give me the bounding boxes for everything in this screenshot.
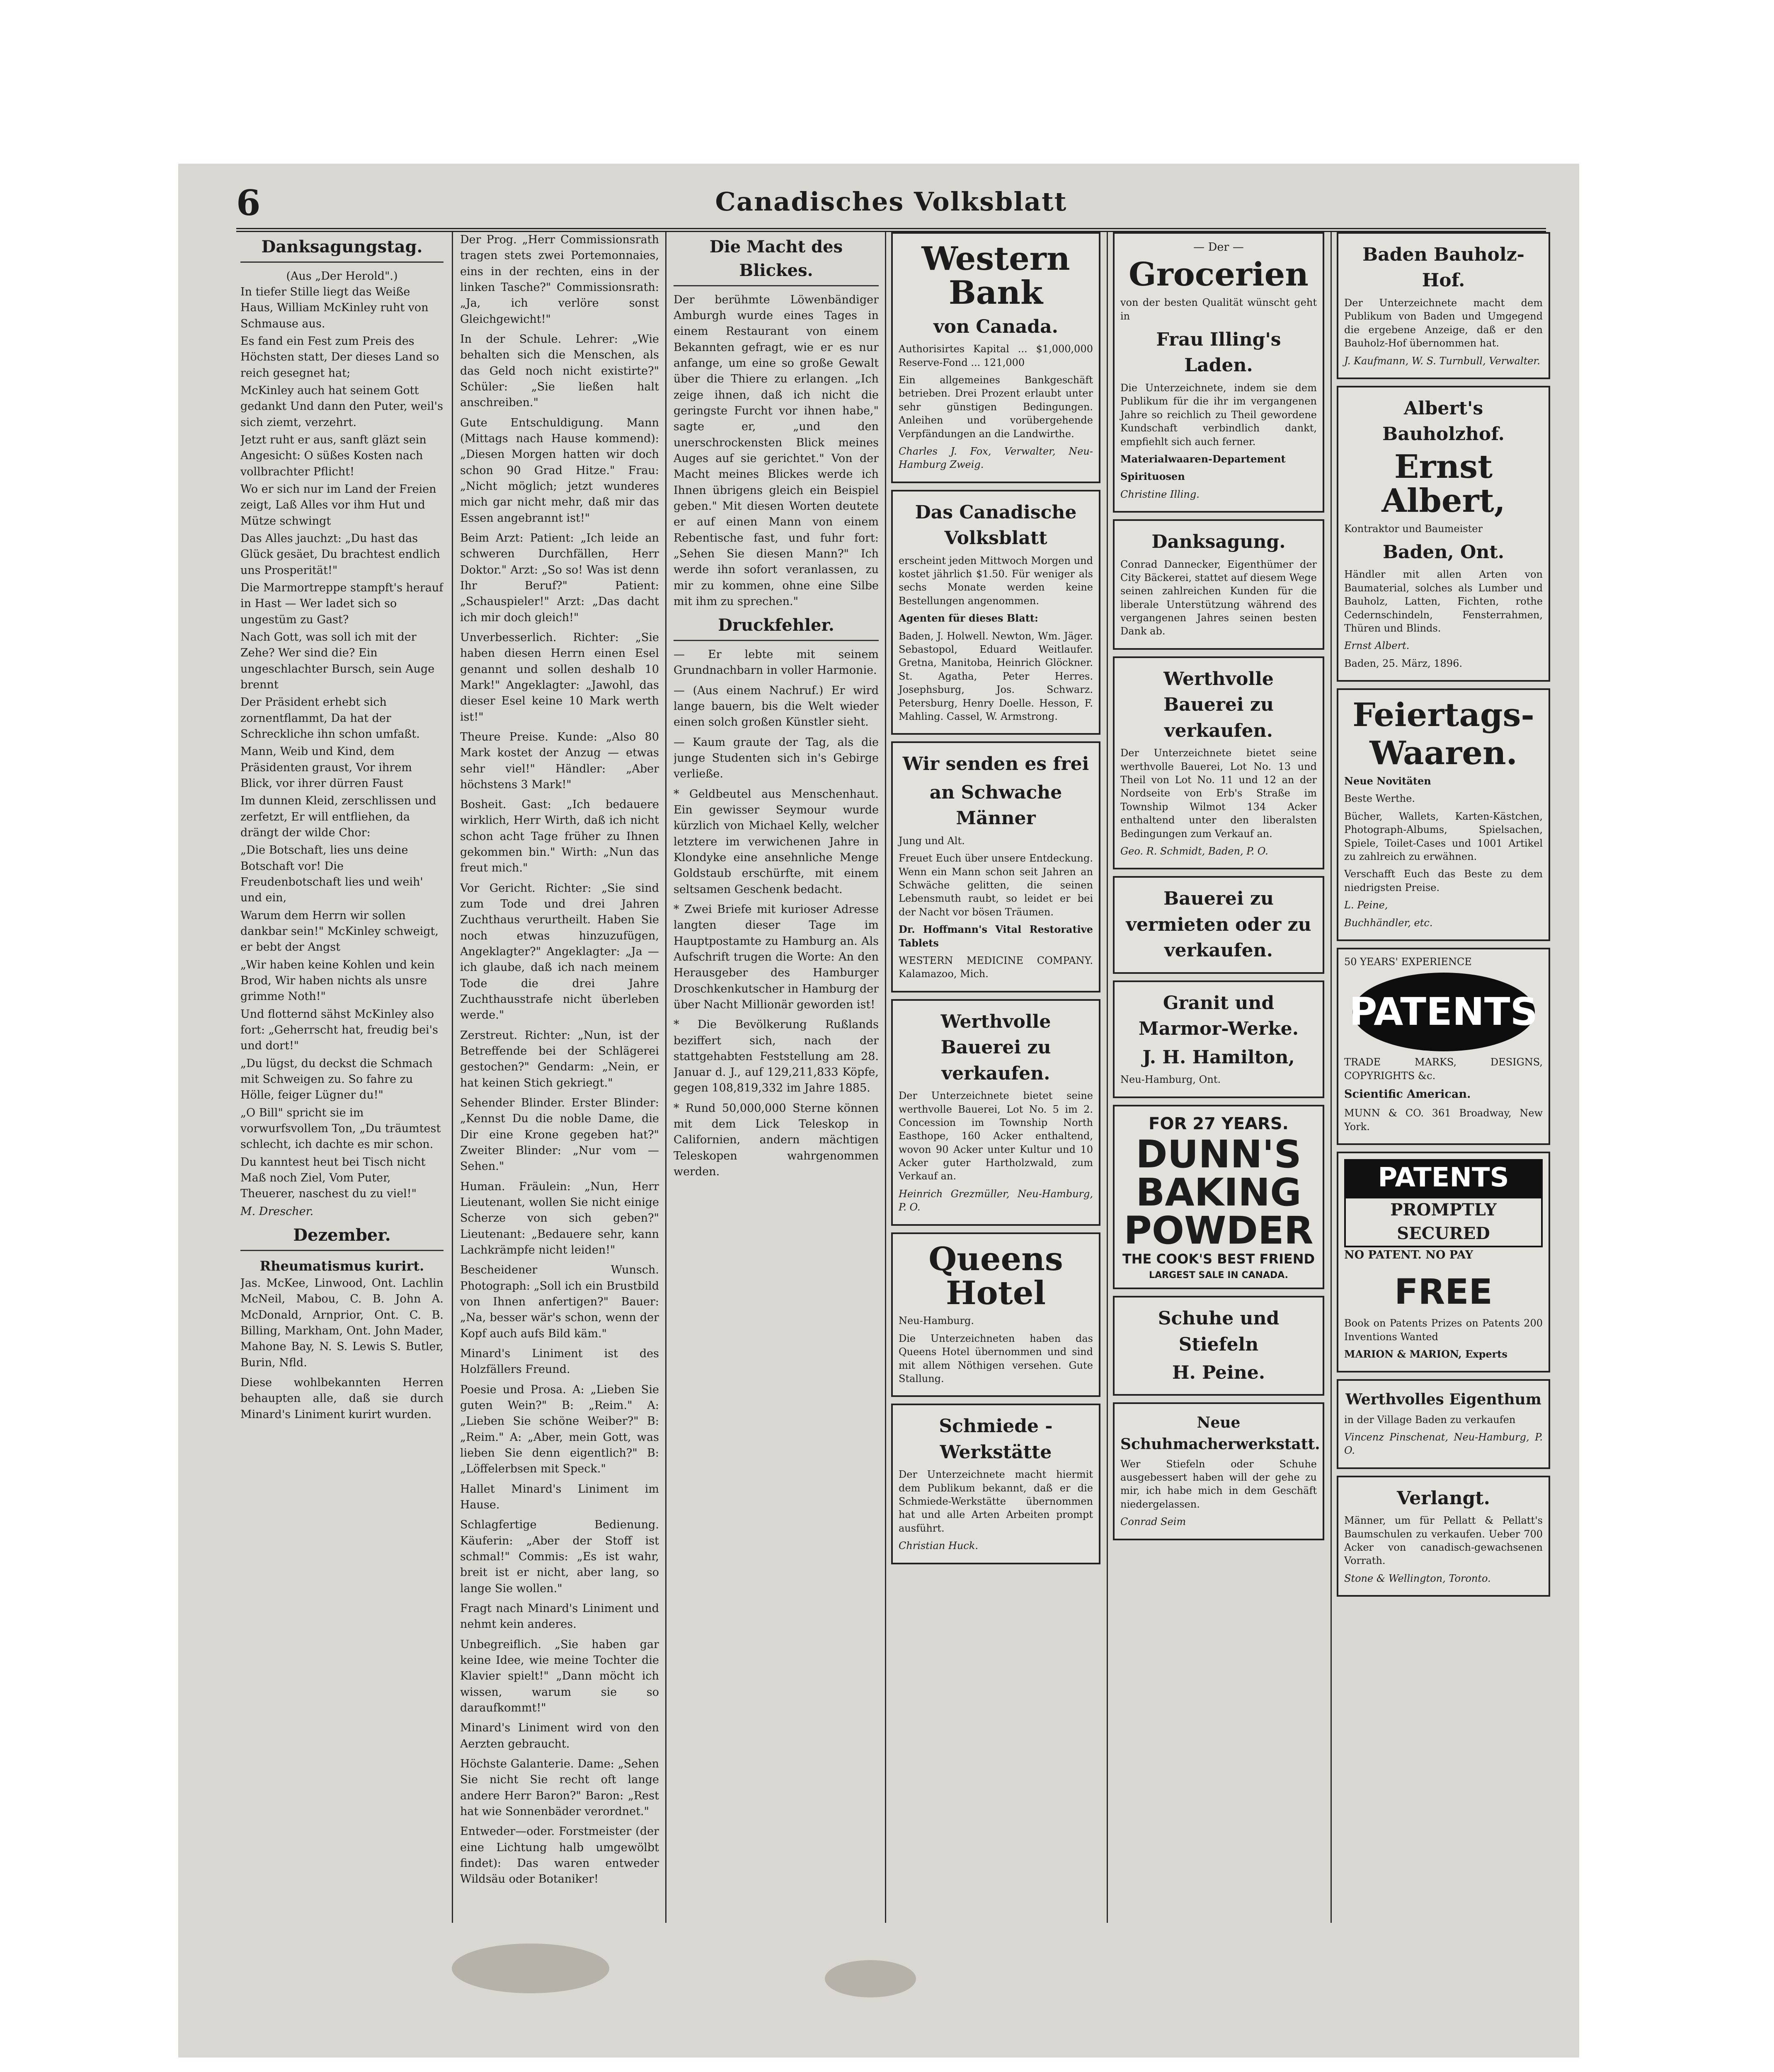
column-1 <box>240 232 444 1923</box>
ad-place: Neu-Hamburg, Ont. <box>1120 1074 1221 1086</box>
anecdote: Human. Fräulein: „Nun, Herr Lieutenant, wollen Sie nicht einige Scherze von sich geben?" Lieutenant: „Bedauere sehr, kann Lachkrämpfe nicht leiden!" <box>460 1180 659 1257</box>
ad-text: Wer Stiefeln oder Schuhe ausgebessert haben will der gehe zu mir, ich habe mich in dem Geschäft niedergelassen. <box>1120 1458 1317 1510</box>
page-number: 6 <box>236 182 261 223</box>
ad-text: Die Unterzeichnete, indem sie dem Publikum für die ihr im vergangenen Jahre so reichlich zu Theil gewordene Kundschaft verbindlich dankt, empfiehlt sich auch ferner. <box>1120 382 1317 448</box>
dunns-baking-powder-ad <box>1113 1105 1324 1289</box>
ad-subtitle: Beste Werthe. <box>1344 793 1415 805</box>
anecdote: Der Prog. „Herr Commissionsrath tragen stets zwei Portemonnaies, eins in der rechten, eins in der linken Tasche?" Commissionsrath: „Ja, ich verlöre sonst Gleichgewicht!" <box>460 233 659 326</box>
column-rule <box>1330 232 1332 1923</box>
ad-subtitle: TRADE MARKS, DESIGNS, COPYRIGHTS &c. <box>1344 1056 1543 1082</box>
poem-stanza: „Die Botschaft, lies uns deine Botschaft vor! Die Freudenbotschaft lies und weih' und ein, <box>240 844 423 905</box>
poem-stanza: „O Bill" spricht sie im vorwurfsvollem Ton, „Du träumtest schlecht, ich dachte es mir schon. <box>240 1106 441 1151</box>
poem-stanza: Und flotternd sähst McKinley also fort: „Geherrscht hat, freudig bei's und dort!" <box>240 1007 438 1053</box>
ad-slogan: LARGEST SALE IN CANADA. <box>1149 1270 1289 1280</box>
ad-title: Danksagung. <box>1151 531 1286 553</box>
ad-title: Feiertags- <box>1352 696 1534 734</box>
danksagung-ad <box>1113 519 1324 650</box>
ad-title: Verlangt. <box>1397 1487 1490 1509</box>
ad-title: Baden Bauholz-Hof. <box>1362 244 1524 291</box>
article-title: Die Macht des Blickes. <box>674 235 879 286</box>
poem-stanza: Es fand ein Fest zum Preis des Höchsten statt, Der dieses Land so reich gesegnet hat; <box>240 335 439 380</box>
ad-owner: H. Peine. <box>1172 1362 1265 1384</box>
section-title: Dezember. <box>240 1224 444 1251</box>
ad-subtitle: Neu-Hamburg. <box>899 1315 974 1327</box>
column-rule <box>452 232 453 1923</box>
ad-signature: Heinrich Grezmüller, Neu-Hamburg, P. O. <box>899 1188 1093 1213</box>
notice: Fragt nach Minard's Liniment und nehmt kein anderes. <box>460 1602 659 1631</box>
ad-text: Jas. McKee, Linwood, Ont. Lachlin McNeil, Mabou, C. B. John A. McDonald, Arnprior, Ont. C. B. Billing, Markham, Ont. John Mader, Mahone Bay, N. S. Lewis S. Butler, Burin, Nfld. <box>240 1277 444 1369</box>
anecdote: Gute Entschuldigung. Mann (Mittags nach Hause kommend): „Diesen Morgen hatten wir doch schon 90 Grad Hitze." Frau: „Nicht möglich; jetzt wunderes mich gar nicht mehr, daß mir das Essen angebrannt ist!" <box>460 416 659 525</box>
schmiede-ad <box>891 1404 1100 1564</box>
article-source: (Aus „Der Herold".) <box>286 269 398 283</box>
ad-free: FREE <box>1394 1271 1493 1312</box>
anecdote: Entweder—oder. Forstmeister (der eine Lichtung halb umgewölbt findet): Das waren entweder Wildsäu oder Botaniker! <box>460 1825 659 1886</box>
schuhe-ad <box>1113 1296 1324 1396</box>
ad-signature: Stone & Wellington, Toronto. <box>1344 1572 1491 1584</box>
ad-text: Der Unterzeichnete macht dem Publikum von Baden und Umgegend die ergebene Anzeige, daß er den Bauholz-Hof übernommen hat. <box>1344 297 1543 349</box>
bauerei-ad <box>891 999 1100 1226</box>
anecdote: Zerstreut. Richter: „Nun, ist der Betreffende bei der Schlägerei gestochen?" Gendarm: „Nein, er hat keinen Stich gekriegt." <box>460 1029 659 1089</box>
masthead: Canadisches Volksblatt <box>715 186 1067 217</box>
ad-signature: Geo. R. Schmidt, Baden, P. O. <box>1120 845 1268 857</box>
ad-title: Werthvolles Eigenthum <box>1345 1391 1541 1409</box>
ad-title: Neue Schuhmacherwerkstatt. <box>1120 1414 1320 1453</box>
ad-title: Albert's Bauholzhof. <box>1382 397 1505 445</box>
ad-subtitle: Kontraktor und Baumeister <box>1344 523 1483 535</box>
column-5 <box>1113 232 1324 1923</box>
bauerei-ad <box>1113 656 1324 870</box>
ad-text: Ein allgemeines Bankgeschäft betrieben. Drei Prozent erlaubt unter sehr günstigen Bedingungen. Anleihen und vorübergehende Verpfändungen an die Landwirthe. <box>899 374 1093 440</box>
ad-subtitle: Agenten für dieses Blatt: <box>899 612 1038 625</box>
ad-title: Queens Hotel <box>928 1240 1063 1312</box>
ad-signature: Christine Illing. <box>1120 488 1200 500</box>
ad-title: Bauerei zu vermieten oder zu verkaufen. <box>1126 888 1311 961</box>
queens-hotel-ad <box>891 1232 1100 1397</box>
ad-title: Granit und Marmor-Werke. <box>1138 992 1299 1040</box>
article-title: Danksagungstag. <box>240 235 444 263</box>
ad-text: Freuet Euch über unsere Entdeckung. Wenn ein Mann schon seit Jahren an Schwäche gelitten, die seinen Lebensmuth raubt, so leidet er bei der Nacht vor bösen Träumen. <box>899 852 1093 918</box>
anecdote: In der Schule. Lehrer: „Wie behalten sich die Menschen, als das Geld noch nicht existirte?" Schüler: „Sie ließen halt anschreiben." <box>460 332 659 409</box>
ad-signature: J. Kaufmann, W. S. Turnbull, Verwalter. <box>1344 355 1540 367</box>
column-rule <box>885 232 886 1923</box>
ad-label: — Der — <box>1193 241 1244 254</box>
ad-title: Wir senden es frei <box>902 753 1089 775</box>
ad-signature: Conrad Seim <box>1120 1516 1186 1528</box>
anecdote: Unbegreiflich. „Sie haben gar keine Idee, wie meine Tochter die Klavier spielt!" „Dann möcht ich wissen, warum sie so daraufkommt!" <box>460 1638 659 1714</box>
page-header <box>236 182 1546 232</box>
column-2 <box>460 232 659 1923</box>
page-stain <box>825 1960 916 1997</box>
poem-stanza: „Du lügst, du deckst die Schmach mit Schweigen zu. So fahre zu Hölle, feiger Lügner du!" <box>240 1057 433 1102</box>
ad-text: Diese wohlbekannten Herren behaupten alle, daß sie durch Minard's Liniment kurirt wurden. <box>240 1376 444 1421</box>
ad-title: Das Canadische Volksblatt <box>915 501 1077 549</box>
ad-subtitle: von der besten Qualität wünscht geht in <box>1120 297 1317 322</box>
poem-stanza: Im dunnen Kleid, zerschlissen und zerfetzt, Er will entfliehen, da drängt der wilde Chor: <box>240 794 436 839</box>
ad-text: NO PATENT. NO PAY <box>1344 1248 1473 1261</box>
ad-title: POWDER <box>1124 1208 1314 1253</box>
column-rule <box>665 232 666 1923</box>
ad-text: Händler mit allen Arten von Baumaterial, solches als Lumber und Bauholz, Latten, Fichten, rothe Cedernschindeln, Fensterrahmen, Thüren und Blinds. <box>1344 569 1543 634</box>
poem <box>240 284 444 1202</box>
column-3 <box>674 232 879 1923</box>
poem-stanza: „Wir haben keine Kohlen und kein Brod, Wir haben nichts als unsre grimme Noth!" <box>240 958 435 1003</box>
ad-title: BAKING <box>1136 1170 1301 1215</box>
ad-signature: Vincenz Pinschenat, Neu-Hamburg, P. O. <box>1344 1431 1543 1457</box>
article-body: Der berühmte Löwenbändiger Amburgh wurde eines Tages in einem Restaurant von einem Bekannten gefragt, wie er es nur anfange, um eine so große Gewalt über die Thiere zu erlangen. „Ich zeige ihnen, daß ich nicht die geringste Furcht vor ihnen habe," sagte er, „und den unerschrockensten Blick meines Auges auf sie gerichtet." Von der Macht meines Blickes werde ich Ihnen übrigens gleich ein Beispiel geben." Mit diesen Worten deutete er auf einen Mann von einem Rebentische fast, und fuhr fort: „Sehen Sie diesen Mann?" Ich werde ihn sofort veranlassen, zu mir zu kommen, ohne eine Silbe mit ihm zu sprechen." <box>674 293 879 608</box>
ad-signature: MARION & MARION, Experts <box>1344 1348 1507 1360</box>
anecdote: Bescheidener Wunsch. Photograph: „Soll ich ein Brustbild von Ihnen anfertigen?" Bauer: „Na, besser wär's schon, wenn der Kopf auch aufs Bild käm." <box>460 1264 659 1340</box>
page-stain <box>452 1944 609 1993</box>
feiertags-ad <box>1337 688 1550 941</box>
poem-stanza: Nach Gott, was soll ich mit der Zehe? Wer sind die? Ein ungeschlachter Bursch, sein Auge brennt <box>240 631 435 691</box>
section-title: Druckfehler. <box>674 614 879 641</box>
ad-text: Der Unterzeichnete bietet seine werthvolle Bauerei, Lot No. 5 im 2. Concession im Township North Easthope, 160 Acker enthaltend, wovon 90 Acker unter Kultur und 10 Acker guter Hartholzwald, zum Verkauf an. <box>899 1090 1093 1182</box>
western-bank-ad <box>891 232 1100 483</box>
ad-title: an Schwache Männer <box>929 782 1062 829</box>
poem-stanza: Du kanntest heut bei Tisch nicht Maß noch Ziel, Vom Puter, Theuerer, naschest du zu viel!" <box>240 1155 426 1201</box>
ad-text: Der Unterzeichnete macht hiermit dem Publikum bekannt, daß er die Schmiede-Werkstätte übernommen hat und alle Arten Arbeiten prompt ausführt. <box>899 1469 1093 1534</box>
news-item: * Geldbeutel aus Menschenhaut. Ein gewisser Seymour wurde kürzlich von Michael Kelly, welcher letztere im verwichenen Jahre in Klondyke eine ansehnliche Menge Goldstaub erschürfte, mit einem seltsamen Geschenk bedacht. <box>674 787 879 896</box>
ad-text: Book on Patents Prizes on Patents 200 Inventions Wanted <box>1344 1317 1543 1343</box>
schuhmacher-ad <box>1113 1402 1324 1540</box>
ad-text: erscheint jeden Mittwoch Morgen und kostet jährlich $1.50. Für weniger als sechs Monate werden keine Bestellungen angenommen. <box>899 554 1093 607</box>
ad-address: MUNN & CO. 361 Broadway, New York. <box>1344 1107 1543 1133</box>
ad-title: Werthvolle Bauerei zu verkaufen. <box>940 1011 1051 1084</box>
poem-stanza: Das Alles jauchzt: „Du hast das Glück gesäet, Du brachtest endlich uns Prosperität!" <box>240 532 440 577</box>
anecdote: Beim Arzt: Patient: „Ich leide an schweren Durchfällen, Herr Doktor." Arzt: „So so! Was ist denn Ihr Beruf?" Patient: „Schauspieler!" Arzt: „Das dacht ich mir doch gleich!" <box>460 531 659 624</box>
schwache-maenner-ad <box>891 741 1100 992</box>
ad-title: PATENTS <box>1352 973 1535 1051</box>
bauerei-rent-ad <box>1113 876 1324 973</box>
ad-owner: J. H. Hamilton, <box>1142 1046 1295 1068</box>
ad-store-name: Frau Illing's Laden. <box>1156 329 1281 376</box>
ad-subtitle: Jung und Alt. <box>899 835 965 847</box>
ad-title: Rheumatismus kurirt. <box>259 1258 424 1274</box>
ad-subtitle: in der Village Baden zu verkaufen <box>1344 1414 1516 1426</box>
ad-subtitle: Neue Novitäten <box>1344 775 1431 787</box>
poem-stanza: Warum dem Herrn wir sollen dankbar sein!" McKinley schweigt, er bebt der Angst <box>240 909 439 954</box>
news-item: * Rund 50,000,000 Sterne können mit dem Lick Teleskop in Californien, andern mächtigen Teleskopen wahrgenommen werden. <box>674 1101 879 1179</box>
poem-stanza: Die Marmortreppe stampft's herauf in Hast — Wer ladet sich so ungestüm zu Gast? <box>240 581 444 626</box>
ad-text: Conrad Dannecker, Eigenthümer der City Bäckerei, stattet auf diesem Wege seinen zahlreichen Kunden für die liberale Unterstützung während des vergangenen Jahres seinen besten Dank ab. <box>1120 558 1317 637</box>
anecdote: Bosheit. Gast: „Ich bedauere wirklich, Herr Wirth, daß ich nicht schon acht Tage früher zu Ihnen gekommen bin." Wirth: „Nun das freut mich." <box>460 798 659 875</box>
ad-text: Bücher, Wallets, Karten-Kästchen, Photograph-Albums, Spielsachen, Spiele, Toilet-Cases und 1001 Artikel zu zahlreich zu erwähnen. <box>1344 810 1543 862</box>
anecdote: Höchste Galanterie. Dame: „Sehen Sie nicht Sie recht oft lange andere Herr Baron?" Baron: „Rest hat wie Sonnenbäder verordnet." <box>460 1757 659 1818</box>
ad-company: WESTERN MEDICINE COMPANY. Kalamazoo, Mich. <box>899 954 1093 980</box>
notice: Minard's Liniment wird von den Aerzten gebraucht. <box>460 1721 659 1750</box>
patents-ad <box>1337 948 1550 1145</box>
ad-signature: Charles J. Fox, Verwalter, Neu-Hamburg Zweig. <box>899 445 1093 471</box>
anecdote: Schlagfertige Bedienung. Käuferin: „Aber der Stoff ist schmal!" Commis: „Es ist wahr, breit ist er nicht, aber lang, so lange Sie wollen." <box>460 1518 659 1595</box>
ad-subtitle: Spirituosen <box>1120 470 1185 483</box>
ad-title: Schmiede - Werkstätte <box>939 1416 1053 1463</box>
ad-product: Dr. Hoffmann's Vital Restorative Tablets <box>899 923 1093 949</box>
ad-owner: Ernst Albert, <box>1381 448 1505 520</box>
ad-title: Werthvolle Bauerei zu verkaufen. <box>1163 668 1274 741</box>
poem-stanza: In tiefer Stille liegt das Weiße Haus, William McKinley ruht von Schmause aus. <box>240 286 429 330</box>
ad-slogan: THE COOK'S BEST FRIEND <box>1122 1251 1315 1267</box>
anecdote: Theure Preise. Kunde: „Also 80 Mark kostet der Anzug — etwas sehr viel!" Händler: „Aber höchstens 3 Mark!" <box>460 730 659 791</box>
misprint: — Er lebte mit seinem Grundnachbarn in voller Harmonie. <box>674 648 879 677</box>
notice: Hallet Minard's Liniment im Hause. <box>460 1482 659 1511</box>
misprint: — Kaum graute der Tag, als die junge Studenten sich in's Gebirge verließe. <box>674 736 879 781</box>
ad-signature: Buchhändler, etc. <box>1344 917 1433 929</box>
ad-signature: Christian Huck. <box>899 1540 978 1552</box>
anecdote: Vor Gericht. Richter: „Sie sind zum Tode und drei Jahren Zuchthaus verurtheilt. Haben Sie noch etwas hinzuzufügen, Angeklagter?" Angeklagter: „Ja — ich glaube, daß ich nach meinem Tode die drei Jahre Zuchthausstrafe nicht überleben werde." <box>460 881 659 1022</box>
granit-ad <box>1113 980 1324 1098</box>
ad-subtitle: Scientific American. <box>1344 1088 1471 1101</box>
poem-stanza: Mann, Weib und Kind, dem Präsidenten graust, Vor ihrem Blick, vor ihrer dürren Faust <box>240 745 412 790</box>
column-rule <box>1107 232 1108 1923</box>
volksblatt-ad <box>891 490 1100 735</box>
poem-stanza: Wo er sich nur im Land der Freien zeigt, Laß Alles vor ihm Hut und Mütze schwingt <box>240 483 436 528</box>
poem-stanza: Jetzt ruht er aus, sanft gläzt sein Angesicht: O süßes Kosten nach vollbrachter Pflicht! <box>240 433 427 478</box>
ad-signature: L. Peine, <box>1344 899 1388 911</box>
patents-promptly-ad <box>1337 1152 1550 1372</box>
poem-stanza: McKinley auch hat seinem Gott gedankt Und dann den Puter, weil's sich ziemt, verzehrt. <box>240 384 443 429</box>
ad-text: Verschafft Euch das Beste zu dem niedrigsten Preise. <box>1344 868 1543 893</box>
ad-place: Baden, Ont. <box>1382 542 1505 563</box>
ad-text: Authorisirtes Kapital ... $1,000,000 Reserve-Fond ... 121,000 <box>899 343 1093 368</box>
ad-title: PATENTS <box>1344 1159 1543 1197</box>
ad-text: Die Unterzeichneten haben das Queens Hotel übernommen und sind mit allem Nöthigen versehen. Gute Stallung. <box>899 1332 1093 1385</box>
poem-stanza: Der Präsident erhebt sich zornentflammt, Da hat der Schreckliche ihn schon umfaßt. <box>240 696 420 741</box>
eigenthum-ad <box>1337 1379 1550 1469</box>
column-6 <box>1337 232 1550 1923</box>
anecdote: Sehender Blinder. Erster Blinder: „Kennst Du die noble Dame, die Dir eine Krone gegeben hat?" Zweiter Blinder: „Nur vom — Sehen." <box>460 1097 659 1173</box>
ad-subtitle: Materialwaaren-Departement <box>1120 453 1286 465</box>
ad-text: Männer, um für Pellatt & Pellatt's Baumschulen zu verkaufen. Ueber 700 Acker von canadisch-gewachsenen Vorrath. <box>1344 1515 1543 1567</box>
ad-title: Waaren. <box>1369 734 1517 772</box>
column-4 <box>891 232 1100 1923</box>
anecdote: Poesie und Prosa. A: „Lieben Sie guten Wein?" B: „Reim." A: „Lieben Sie schöne Weiber?" B: „Reim." A: „Aber, mein Gott, was lieben Sie denn eigentlich?" B: „Löffelerbsen mit Speck." <box>460 1383 659 1476</box>
anecdote: Unverbesserlich. Richter: „Sie haben diesen Herrn einen Esel genannt und sollen deshalb 10 Mark!" Angeklagter: „Jawohl, das dieser Esel keine 10 Mark werth ist!" <box>460 631 659 724</box>
ad-title: DUNN'S <box>1136 1132 1301 1177</box>
ad-subtitle: von Canada. <box>933 316 1058 337</box>
news-item: * Die Bevölkerung Rußlands beziffert sich, nach der stattgehabten Feststellung am 28. Januar d. J., auf 129,211,833 Köpfe, gegen 108,819,332 im Jahre 1885. <box>674 1018 879 1095</box>
ad-title: Grocerien <box>1129 256 1309 294</box>
ad-tagline: 50 YEARS' EXPERIENCE <box>1344 956 1472 968</box>
verlangt-ad <box>1337 1476 1550 1597</box>
ad-tagline: FOR 27 YEARS. <box>1149 1114 1289 1133</box>
notice: Minard's Liniment ist des Holzfällers Freund. <box>460 1347 659 1376</box>
grocerien-ad <box>1113 232 1324 513</box>
ad-date: Baden, 25. März, 1896. <box>1344 657 1462 669</box>
ad-text: Baden, J. Holwell. Newton, Wm. Jäger. Sebastopol, Eduard Weitlaufer. Gretna, Manitoba, Heinrich Glöckner. St. Agatha, Peter Herres. Josephsburg, Jos. Schwarz. Petersburg, Henry Doelle. Hesson, F. Mahling. Cassel, W. Armstrong. <box>899 630 1093 722</box>
misprint: — (Aus einem Nachruf.) Er wird lange bauern, bis die Welt wieder einen solch großen Künstler sieht. <box>674 684 879 729</box>
poem-signature: M. Drescher. <box>240 1205 314 1218</box>
ad-subtitle: PROMPTLY SECURED <box>1344 1197 1543 1247</box>
ad-title: Western Bank <box>921 240 1070 312</box>
albert-ad <box>1337 386 1550 682</box>
ad-text: Der Unterzeichnete bietet seine werthvolle Bauerei, Lot No. 13 und Theil von Lot No. 11 und 12 an der Nordseite von Erb's Straße im Township Wilmot 134 Acker enthaltend unter den liberalsten Bedingungen zum Verkauf an. <box>1120 747 1317 840</box>
news-item: * Zwei Briefe mit kurioser Adresse langten dieser Tage im Hauptpostamte zu Hamburg an. Als Aufschrift trugen die Worte: An den Herausgeber des Hamburger Droschkenkutscher in Hamburg der über Nacht Millionär geworden ist! <box>674 903 879 1011</box>
baden-bauholz-ad <box>1337 232 1550 379</box>
ad-title: Schuhe und Stiefeln <box>1158 1308 1280 1355</box>
ad-signature: Ernst Albert. <box>1344 640 1410 652</box>
